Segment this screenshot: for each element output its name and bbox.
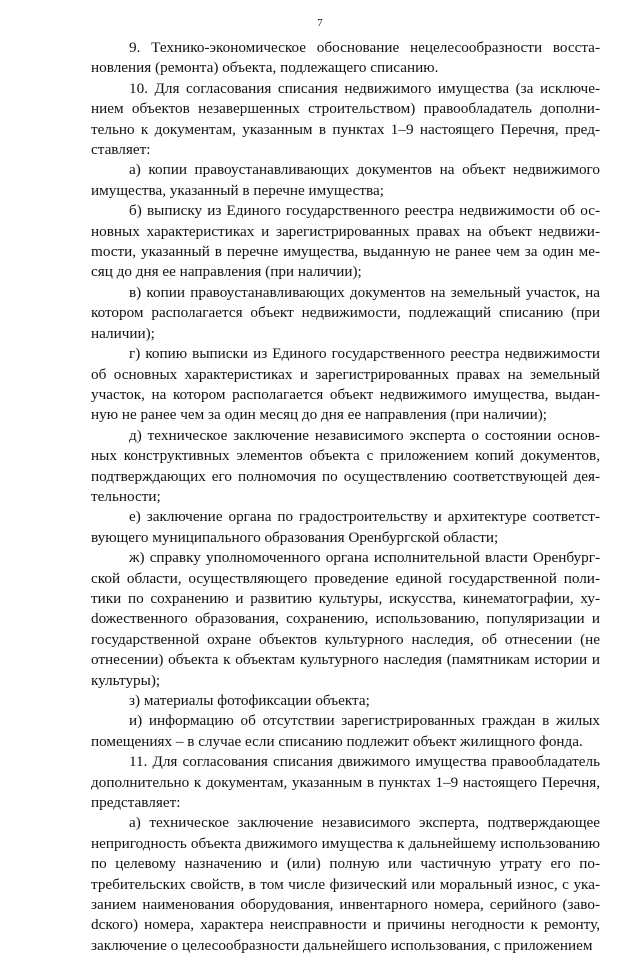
paragraph-10-b: б) выписку из Единого государственного реестра недвижимости об основных характеристиках и зарегистрированных правах на объект недвижиmости, указанный в перечне имущества, выданную не ранее чем за один месяц до дня ее направления (при наличии); — [91, 202, 600, 281]
paragraph-10-g: г) копию выписки из Единого государственного реестра недвижимости об основных характеристиках и зарегистрированных правах на земельный участок, на котором располагается объект недвижимого имущества, выданную не ранее чем за один месяц до дня ее направления (при наличии); — [91, 345, 600, 424]
paragraph-10-v: в) копии правоустанавливающих документов на земельный участок, на котором располагается объект недвижимости, подлежащий списанию (при наличии); — [91, 283, 600, 342]
paragraph-10: 10. Для согласования списания недвижимого имущества (за исключением объектов незавершенных строительством) правообладатель дополнительно к документам, указанным в пунктах 1–9 настоящего Перечня, представляет: — [91, 79, 600, 159]
paragraph-10-z: з) материалы фотофиксации объекта; — [129, 692, 370, 709]
paragraph-10-d: д) техническое заключение независимого эксперта о состоянии основных конструктивных элементов объекта с приложением копий документов, подтверждающих его полномочия по осуществлению соответствующей деятельности; — [91, 426, 600, 505]
document-body — [91, 38, 600, 956]
paragraph-11-a: а) техническое заключение независимого эксперта, подтверждающее непригодность объекта движимого имущества к дальнейшему использованию по целевому назначению и (или) полную или частичную утрату его потребительских свойств, в том числе физический или моральный износ, с указанием наименования оборудования, инвентарного номера, серийного (завоdского) номера, характера неисправности и причины негодности к ремонту, заключение о целесообразности дальнейшего использования, с приложением — [91, 814, 600, 954]
paragraph-10-i: и) информацию об отсутствии зарегистрированных граждан в жилых помещениях – в случае если списанию подлежит объект жилищного фонда. — [91, 712, 600, 750]
paragraph-10-zh: ж) справку уполномоченного органа исполнительной власти Оренбургской области, осуществляющего проведение единой государственной политики по сохранению и развитию культуры, искусства, кинематографии, хуdожественного образования, сохранению, использованию, популяризации и государственной охране объектов культурного наследия, об отнесении (не отнесении) объекта к объектам культурного наследия (памятникам истории и культуры); — [91, 549, 600, 689]
paragraph-10-e: е) заключение органа по градостроительству и архитектуре соответствующего муниципального образования Оренбургской области; — [91, 508, 600, 546]
paragraph-11: 11. Для согласования списания движимого имущества правообладатель дополнительно к документам, указанным в пунктах 1–9 настоящего Перечня, представляет: — [91, 753, 600, 812]
paragraph-9: 9. Технико-экономическое обоснование нецелесообразности восстановления (ремонта) объекта, подлежащего списанию. — [91, 39, 600, 77]
paragraph-10-a: а) копии правоустанавливающих документов на объект недвижимого имущества, указанный в перечне имущества; — [91, 161, 600, 199]
page-number: 7 — [317, 17, 323, 29]
